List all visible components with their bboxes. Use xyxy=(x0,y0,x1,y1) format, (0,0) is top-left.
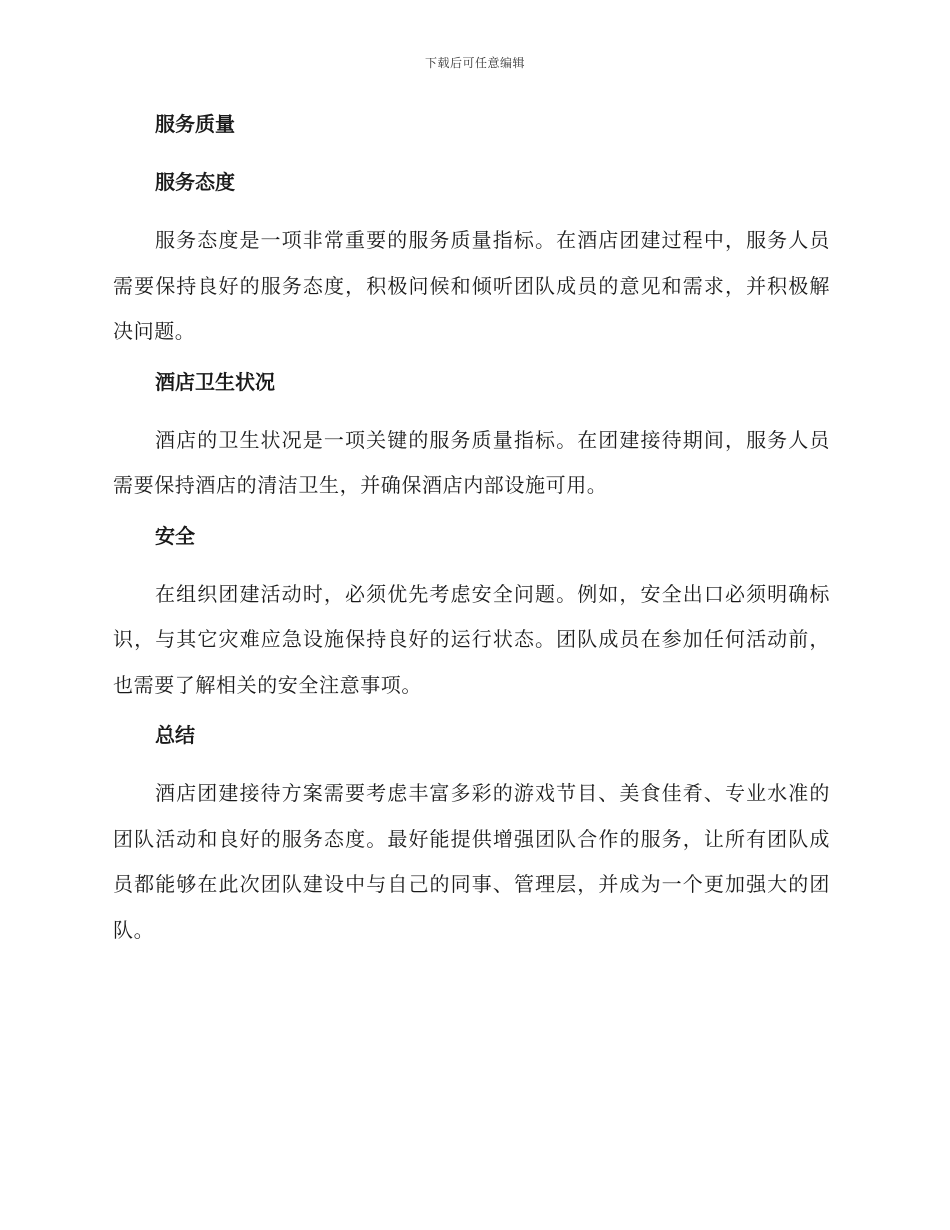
paragraph-service-attitude: 服务态度是一项非常重要的服务质量指标。在酒店团建过程中，服务人员需要保持良好的服务态度，积极问候和倾听团队成员的意见和需求，并积极解决问题。 xyxy=(113,228,830,343)
heading-service-attitude: 服务态度 xyxy=(155,170,235,194)
paragraph-safety: 在组织团建活动时，必须优先考虑安全问题。例如，安全出口必须明确标识，与其它灾难应急设施保持良好的运行状态。团队成员在参加任何活动前，也需要了解相关的安全注意事项。 xyxy=(113,581,830,697)
heading-safety: 安全 xyxy=(155,523,195,548)
heading-summary: 总结 xyxy=(155,723,195,747)
header-note: 下载后可任意编辑 xyxy=(424,56,525,70)
paragraph-hotel-hygiene: 酒店的卫生状况是一项关键的服务质量指标。在团建接待期间，服务人员需要保持酒店的清洁卫生，并确保酒店内部设施可用。 xyxy=(113,427,830,497)
section-title: 服务质量 xyxy=(155,112,235,136)
document-body xyxy=(113,109,830,965)
paragraph-summary: 酒店团建接待方案需要考虑丰富多彩的游戏节目、美食佳肴、专业水准的团队活动和良好的服务态度。最好能提供增强团队合作的服务，让所有团队成员都能够在此次团队建设中与自己的同事、管理层，并成为一个更加强大的团队。 xyxy=(113,781,830,942)
heading-hotel-hygiene: 酒店卫生状况 xyxy=(155,369,275,394)
